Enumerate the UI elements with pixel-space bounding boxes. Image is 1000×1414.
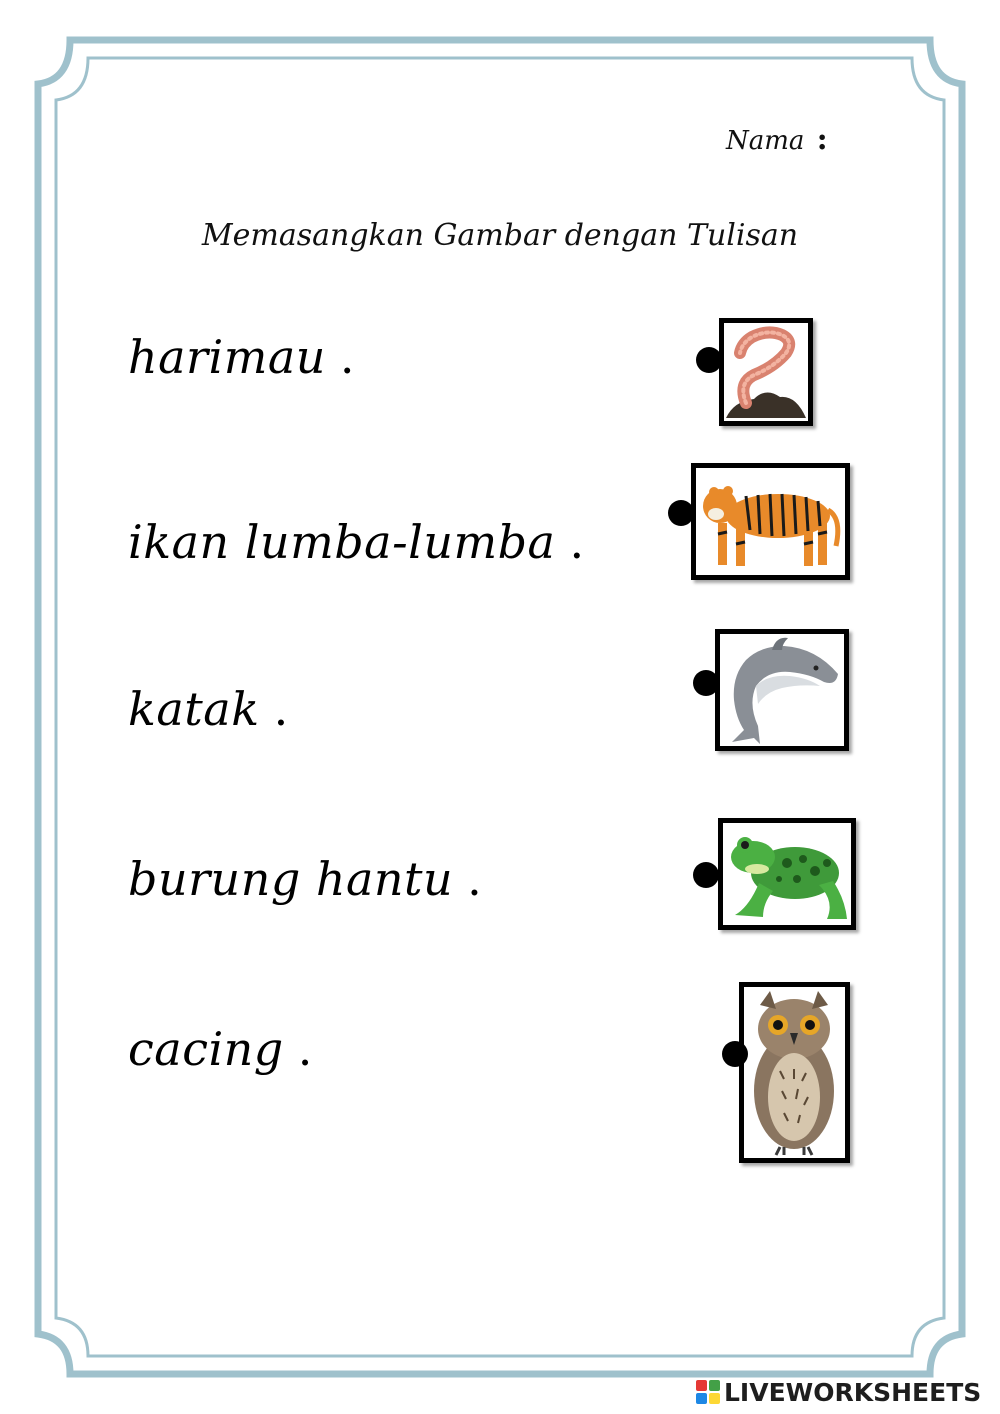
word-cacing xyxy=(128,1022,313,1076)
word-dot[interactable]: . xyxy=(467,852,483,906)
word-text: ikan lumba-lumba xyxy=(128,515,556,569)
word-dot[interactable]: . xyxy=(569,515,585,569)
word-text: burung hantu xyxy=(128,852,454,906)
match-dot[interactable] xyxy=(696,347,722,373)
word-text: harimau xyxy=(128,330,326,384)
name-label: Nama xyxy=(726,126,805,156)
tiger-picture xyxy=(691,463,850,580)
word-text: katak xyxy=(128,682,260,736)
frog-icon xyxy=(723,823,851,925)
word-ikan-lumba-lumba xyxy=(128,515,585,569)
match-dot[interactable] xyxy=(693,862,719,888)
match-dot[interactable] xyxy=(722,1041,748,1067)
dolphin-picture xyxy=(715,629,849,751)
owl-icon xyxy=(744,987,845,1158)
dolphin-icon xyxy=(720,634,844,746)
frog-picture xyxy=(718,818,856,930)
word-text: cacing xyxy=(128,1022,284,1076)
word-dot[interactable]: . xyxy=(273,682,289,736)
word-dot[interactable]: . xyxy=(339,330,356,384)
name-colon: : xyxy=(816,122,828,157)
liveworksheets-logo-icon xyxy=(696,1380,720,1404)
name-field-label xyxy=(726,122,828,157)
brand-text: LIVEWORKSHEETS xyxy=(724,1377,982,1407)
worm-picture xyxy=(719,318,813,426)
match-dot[interactable] xyxy=(668,500,694,526)
worm-icon xyxy=(724,323,808,421)
owl-picture xyxy=(739,982,850,1163)
word-harimau xyxy=(128,330,355,384)
word-dot[interactable]: . xyxy=(297,1022,313,1076)
liveworksheets-brand xyxy=(696,1376,981,1408)
word-burung-hantu xyxy=(128,852,482,906)
worksheet-title: Memasangkan Gambar dengan Tulisan xyxy=(201,218,799,253)
word-katak xyxy=(128,682,289,736)
tiger-icon xyxy=(696,468,845,575)
match-dot[interactable] xyxy=(693,670,719,696)
